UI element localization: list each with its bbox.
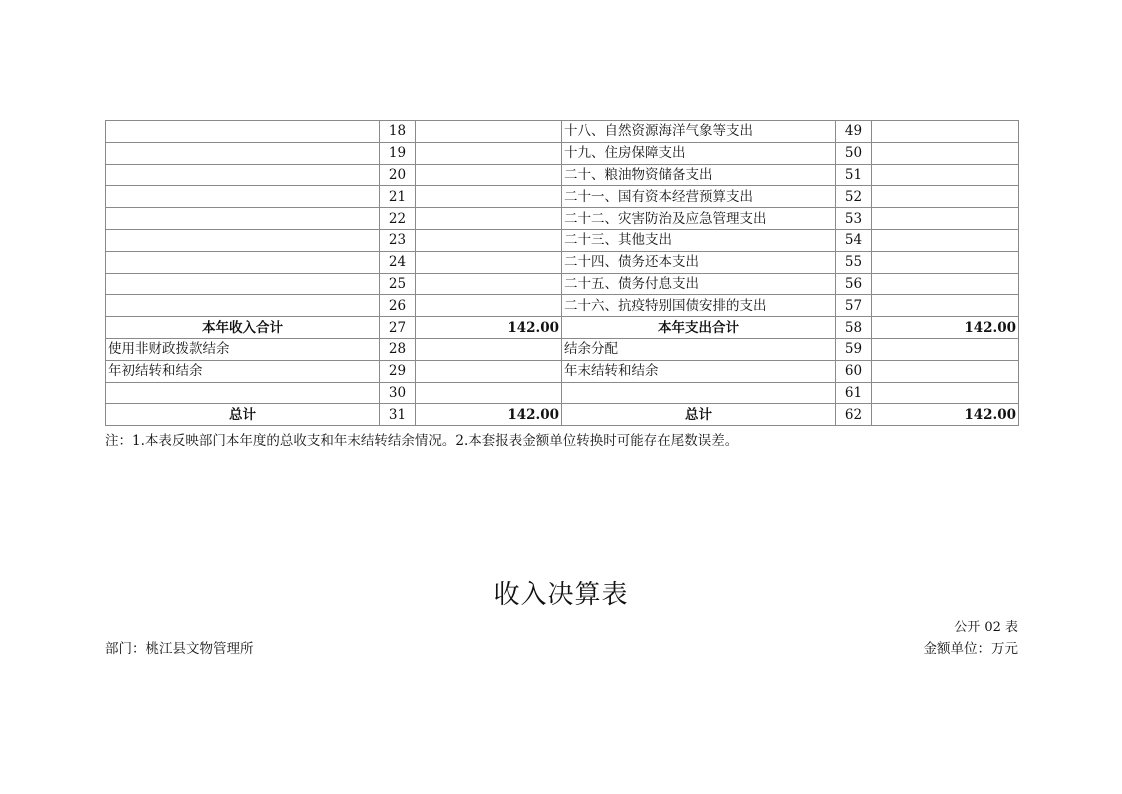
expense-row-number-cell: 51 (836, 164, 872, 186)
income-row-number-cell: 18 (380, 121, 416, 143)
income-amount-cell (416, 295, 562, 317)
expense-amount-cell (872, 338, 1019, 360)
expense-amount-cell (872, 295, 1019, 317)
table-row (106, 142, 1019, 164)
table-row (106, 338, 1019, 360)
expense-amount-cell: 142.00 (872, 404, 1019, 426)
expense-label-cell: 本年支出合计 (562, 317, 836, 339)
expense-amount-cell (872, 382, 1019, 404)
table-row (106, 273, 1019, 295)
expense-row-number-cell: 58 (836, 317, 872, 339)
expense-row-number-cell: 56 (836, 273, 872, 295)
income-label-cell: 本年收入合计 (106, 317, 380, 339)
income-label-cell (106, 121, 380, 143)
income-amount-cell (416, 164, 562, 186)
expense-label-cell: 二十一、国有资本经营预算支出 (562, 186, 836, 208)
expense-amount-cell (872, 208, 1019, 230)
income-amount-cell (416, 382, 562, 404)
expense-row-number-cell: 50 (836, 142, 872, 164)
income-amount-cell (416, 121, 562, 143)
income-row-number-cell: 24 (380, 251, 416, 273)
expense-label-cell: 年末结转和结余 (562, 360, 836, 382)
income-amount-cell (416, 273, 562, 295)
expense-label-cell: 二十五、债务付息支出 (562, 273, 836, 295)
income-label-cell (106, 208, 380, 230)
table-row (106, 317, 1019, 339)
expense-label-cell: 十九、住房保障支出 (562, 142, 836, 164)
final-accounts-table (105, 120, 1019, 426)
expense-amount-cell (872, 164, 1019, 186)
expense-row-number-cell: 57 (836, 295, 872, 317)
expense-row-number-cell: 49 (836, 121, 872, 143)
expense-amount-cell (872, 251, 1019, 273)
expense-amount-cell (872, 121, 1019, 143)
income-label-cell: 年初结转和结余 (106, 360, 380, 382)
income-amount-cell (416, 229, 562, 251)
expense-label-cell (562, 382, 836, 404)
income-row-number-cell: 21 (380, 186, 416, 208)
income-row-number-cell: 30 (380, 382, 416, 404)
expense-row-number-cell: 62 (836, 404, 872, 426)
income-label-cell: 总计 (106, 404, 380, 426)
table-row (106, 121, 1019, 143)
income-label-cell (106, 273, 380, 295)
income-row-number-cell: 20 (380, 164, 416, 186)
expense-row-number-cell: 60 (836, 360, 872, 382)
expense-label-cell: 二十三、其他支出 (562, 229, 836, 251)
page-title: 收入决算表 (493, 580, 629, 610)
income-row-number-cell: 31 (380, 404, 416, 426)
expense-label-cell: 结余分配 (562, 338, 836, 360)
table-code: 公开 02 表 (954, 620, 1018, 635)
income-row-number-cell: 26 (380, 295, 416, 317)
expense-label-cell: 十八、自然资源海洋气象等支出 (562, 121, 836, 143)
table-row (106, 251, 1019, 273)
table-row (106, 360, 1019, 382)
income-label-cell (106, 382, 380, 404)
table-row (106, 382, 1019, 404)
amount-unit-label: 金额单位：万元 (923, 641, 1018, 657)
table-row (106, 229, 1019, 251)
income-label-cell (106, 142, 380, 164)
income-amount-cell (416, 338, 562, 360)
expense-label-cell: 二十、粮油物资储备支出 (562, 164, 836, 186)
income-label-cell (106, 295, 380, 317)
income-amount-cell (416, 208, 562, 230)
table-row (106, 164, 1019, 186)
table-row (106, 404, 1019, 426)
income-amount-cell (416, 360, 562, 382)
expense-row-number-cell: 54 (836, 229, 872, 251)
income-row-number-cell: 28 (380, 338, 416, 360)
table-row (106, 186, 1019, 208)
table-row (106, 208, 1019, 230)
income-amount-cell (416, 186, 562, 208)
income-row-number-cell: 22 (380, 208, 416, 230)
income-label-cell (106, 229, 380, 251)
table-row (106, 295, 1019, 317)
expense-label-cell: 二十二、灾害防治及应急管理支出 (562, 208, 836, 230)
income-label-cell (106, 186, 380, 208)
income-amount-cell (416, 142, 562, 164)
expense-amount-cell (872, 360, 1019, 382)
income-amount-cell: 142.00 (416, 317, 562, 339)
expense-amount-cell (872, 186, 1019, 208)
expense-label-cell: 二十四、债务还本支出 (562, 251, 836, 273)
income-row-number-cell: 29 (380, 360, 416, 382)
income-row-number-cell: 25 (380, 273, 416, 295)
income-row-number-cell: 19 (380, 142, 416, 164)
expense-row-number-cell: 52 (836, 186, 872, 208)
income-row-number-cell: 23 (380, 229, 416, 251)
expense-label-cell: 总计 (562, 404, 836, 426)
income-row-number-cell: 27 (380, 317, 416, 339)
expense-label-cell: 二十六、抗疫特别国债安排的支出 (562, 295, 836, 317)
expense-amount-cell (872, 229, 1019, 251)
table-body (106, 121, 1019, 426)
income-amount-cell: 142.00 (416, 404, 562, 426)
department-label: 部门：桃江县文物管理所 (105, 641, 254, 657)
income-label-cell (106, 251, 380, 273)
income-amount-cell (416, 251, 562, 273)
income-label-cell (106, 164, 380, 186)
expense-amount-cell (872, 273, 1019, 295)
income-label-cell: 使用非财政拨款结余 (106, 338, 380, 360)
expense-row-number-cell: 55 (836, 251, 872, 273)
table-note: 注：1.本表反映部门本年度的总收支和年末结转结余情况。2.本套报表金额单位转换时可能存在尾数误差。 (105, 433, 739, 449)
expense-row-number-cell: 53 (836, 208, 872, 230)
expense-amount-cell (872, 142, 1019, 164)
expense-row-number-cell: 61 (836, 382, 872, 404)
expense-amount-cell: 142.00 (872, 317, 1019, 339)
expense-row-number-cell: 59 (836, 338, 872, 360)
